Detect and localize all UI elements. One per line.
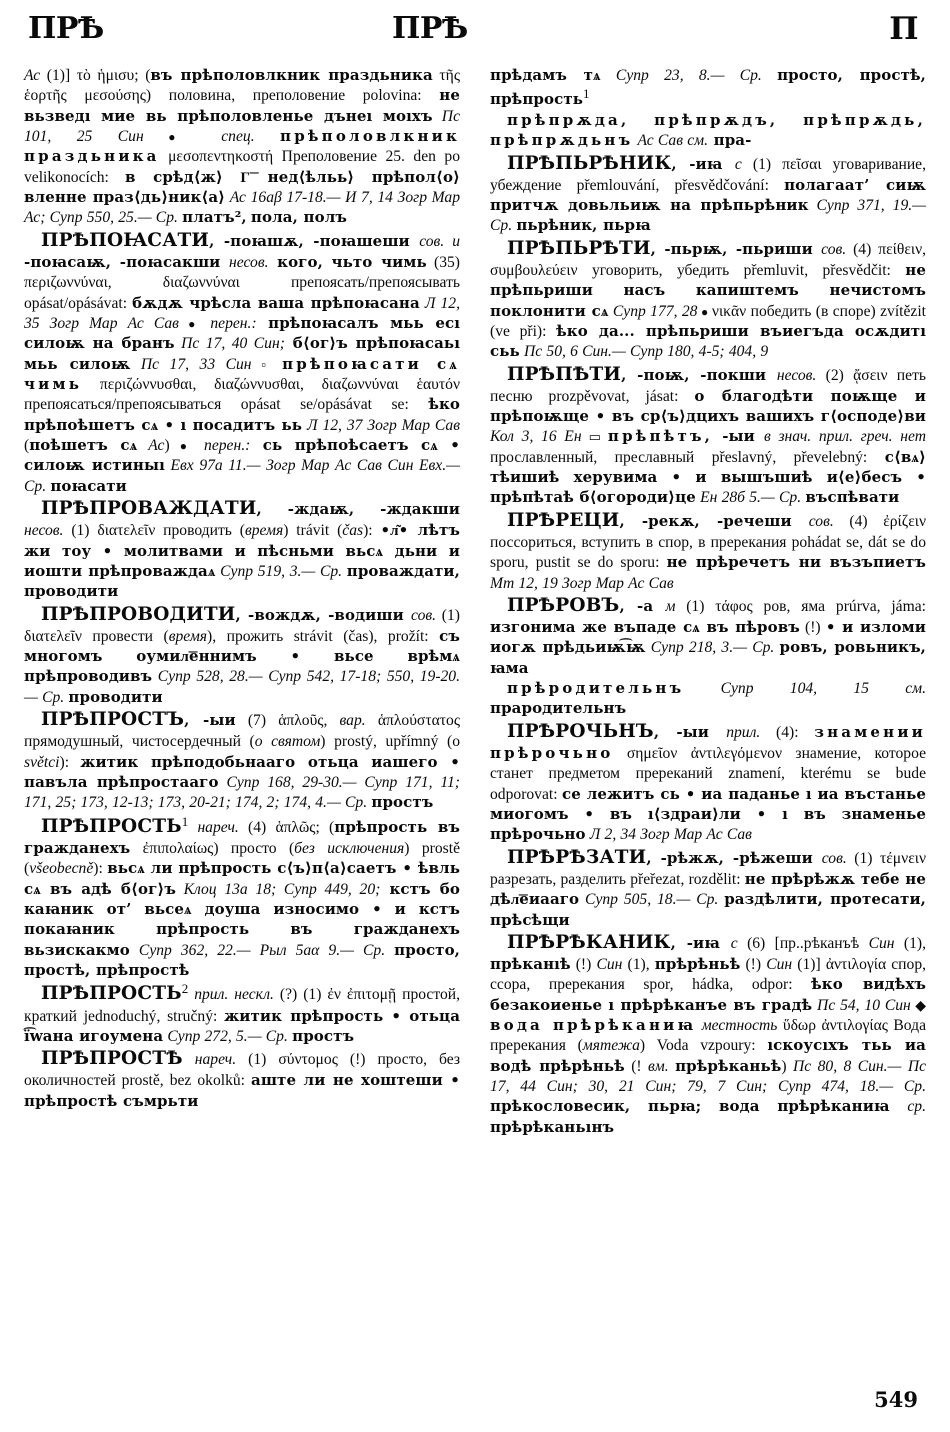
gloss-text: (1) — [236, 1051, 279, 1069]
ocs-quotation: не прѣпьриши насъ капиштемъ нечистомъ поклонити сѧ — [490, 260, 926, 320]
right-column — [490, 66, 926, 1138]
source-citation: Супр 505, 18.— Ср. — [579, 891, 719, 909]
columns-container — [24, 66, 926, 1138]
headword: ПРѢПЬРѢТИ — [507, 237, 651, 259]
headword: ПРѢПРОВОДИТИ — [41, 603, 236, 625]
ocs-quotation: , -а — [619, 596, 666, 615]
source-citation: сов. — [808, 512, 834, 530]
gloss-text: Преполовение 25. den po velikonocích: — [24, 148, 460, 186]
source-citation: Син — [766, 956, 793, 973]
source-citation: Клоц 13а 18; Супр 449, 20; — [175, 880, 381, 898]
entry-preperety — [490, 237, 926, 363]
gloss-text: (1) — [63, 522, 98, 540]
source-citation: Супр 177, 28 — [608, 302, 698, 320]
ocs-quotation: поѣшетъ сѧ — [29, 435, 138, 454]
source-citation: Супр 168, 29-30.— Супр 171, 11; 171, 25; 173, 12-13; 173, 20-21; 174, 2; 174, 4.— Ср. — [24, 773, 461, 812]
source-citation: местность — [696, 1017, 778, 1035]
source-citation: вар. — [327, 712, 378, 730]
homograph-number: 1 — [583, 86, 590, 102]
headword: ПРѢПЬРѢНИК — [507, 152, 672, 174]
gloss-text: ) половина, преполовение polovina: — [145, 87, 440, 105]
ocs-quotation: ѣко видѣхъ безакоиенье ı прѣрѣканъе въ градѣ — [490, 975, 926, 1014]
source-citation: нареч. — [182, 1051, 237, 1069]
gloss-text: простой, краткий jednoduchý, stručný: — [24, 986, 460, 1025]
source-citation: время — [168, 627, 208, 645]
source-citation: Супр 272, 5.— Ср. — [163, 1027, 288, 1045]
headword: ПРѢРОЧЬНЪ — [507, 720, 654, 742]
ocs-quotation: , -иꙗ — [670, 933, 731, 952]
ocs-quotation: кстъ бо каꙗник от’ вьсеѧ доуша износимо • и кстъ покаꙗник прѣпрость въ гражданехъ вьзискакмо — [24, 879, 460, 959]
ocs-quotation: •л͂• лѣтъ жи тоу • молитвами и пѣсньми вьсѧ дьни и иошти прѣпроваждаѧ — [24, 521, 460, 580]
source-citation: Мт 12, 19 Зогр Мар Ас Сав — [490, 574, 674, 592]
source-citation: с — [734, 155, 742, 173]
gloss-text: ), прожить strávit (čas), prožít: — [207, 627, 440, 645]
ocs-quotation: въ прѣполовлкник праздьника — [150, 66, 433, 84]
headword: ПРѢРѢКАНИК — [507, 931, 671, 953]
gloss-text: (1)] — [40, 67, 77, 84]
ocs-quotation: не вьзведı мие вь прѣполовленье дънеı моıхъ — [24, 86, 460, 125]
entry-prerovu — [490, 594, 926, 679]
source-citation: прил. — [726, 723, 761, 741]
ocs-quotation: прѣкословесик, пьрꙗ; вода прѣрѣканиꙗ — [490, 1097, 908, 1116]
gloss-text: ): — [363, 522, 381, 540]
ocs-quotation: прѣрѣньѣ — [654, 955, 741, 973]
source-citation: м — [665, 597, 676, 615]
source-citation: Супр 371, 19.— Ср. — [490, 197, 926, 235]
ocs-quotation: ıскоусıхъ тьь иа водѣ прѣрѣньѣ — [490, 1036, 926, 1075]
greek-gloss: νικᾶν — [711, 302, 747, 320]
gloss-text: уговаривание, убеждение přemlouvání, přesvědčování: — [490, 155, 926, 194]
gloss-text: ) prostě ( — [24, 839, 460, 878]
entry-preprezda-crossref — [490, 111, 926, 152]
source-citation: перен.: — [210, 314, 257, 332]
greek-gloss: τάφος — [715, 597, 753, 615]
gloss-text: (2) — [816, 366, 854, 384]
homograph-number: 2 — [181, 981, 189, 997]
greek-gloss: διατελεῖν — [97, 522, 156, 540]
ocs-quotation: прѣканıѣ — [490, 955, 571, 973]
gloss-text: проводить ( — [155, 522, 245, 540]
entry-preproste-continued — [490, 66, 926, 111]
gloss-text: (!) просто, без околичностей prostě, bez okolků: — [24, 1051, 461, 1090]
source-citation: Пс 80, 8 Син.— Пс 17, 44 Син; 30, 21 Син; 79, 7 Син; Супр 474, 18.— Ср. — [490, 1057, 927, 1096]
ocs-quotation: въспѣвати — [805, 488, 900, 507]
gloss-text: препоясать/препоясывать opásat/opásávat: — [24, 274, 460, 312]
source-citation: Пс 54, 10 Син — [812, 996, 911, 1014]
ocs-quotation: кого, чьто чимь — [268, 252, 427, 271]
left-column — [24, 66, 460, 1112]
gloss-text: Вода пререкания ( — [490, 1017, 926, 1055]
entry-preprosti-2 — [24, 981, 460, 1047]
ocs-quotation: в срѣд⟨ж⟩ Г͞ нед⟨ѣльь⟩ прѣпол⟨о⟩вленне праз⟨дь⟩ник⟨а⟩ — [24, 167, 460, 207]
entry-preprosti-1 — [24, 814, 460, 982]
source-citation: о святом — [254, 733, 321, 751]
gloss-text: (!) — [740, 956, 767, 973]
source-citation: Пс 50, 6 Син.— Супр 180, 4-5; 404, 9 — [519, 343, 769, 361]
ocs-quotation: пола, полъ — [250, 208, 348, 227]
source-citation: сов. — [411, 606, 437, 624]
ocs-quotation: вьсѧ ли прѣпрость с⟨ъ⟩п⟨а⟩саетъ • ѣвль сѧ въ адѣ б⟨ог⟩ъ — [24, 859, 460, 898]
source-citation: Ас 16аβ 17-18.— И 7, 14 Зогр Мар Ас; Супр 550, 25.— Ср. — [24, 189, 460, 227]
source-citation: нареч. — [188, 818, 239, 836]
spaced-subheadword: прѣполовлкник праздьника — [24, 127, 460, 166]
ocs-quotation: ровъ, ровьникъ, ꙗма — [490, 638, 926, 677]
source-citation: несов. — [24, 522, 64, 540]
headword: ПРѢПРОСТЬ — [41, 815, 182, 837]
source-citation: несов. — [776, 366, 817, 384]
gloss-text: ) Voda vzpoury: — [639, 1037, 768, 1055]
ocs-quotation: прародительнъ — [490, 699, 627, 718]
source-citation: Пс 101, 25 Син — [24, 107, 460, 146]
ocs-quotation: прѣдамъ тѧ — [490, 66, 601, 84]
source-citation: в знач. прил. греч. нет — [764, 428, 926, 446]
source-citation: čas — [342, 522, 364, 540]
greek-gloss: ἐν ἐπιτομῇ — [327, 986, 397, 1004]
headword: ПРѢПРОСТЬ — [41, 983, 182, 1005]
greek-gloss: σημεῖον ἀντιλεγόμενον — [626, 744, 783, 762]
source-citation: Пс 17, 40 Син; — [174, 335, 285, 353]
greek-gloss: ἀντιλογία — [825, 956, 887, 973]
ocs-quotation: , -ыи — [184, 711, 236, 730]
source-citation: Ас — [24, 67, 41, 84]
running-head-letter: П — [889, 11, 918, 47]
gloss-text: ( — [24, 436, 30, 454]
greek-gloss: ἁπλῶς — [275, 818, 316, 836]
gloss-text: (?) (1) — [273, 986, 328, 1004]
gloss-text: ; ( — [315, 818, 335, 836]
gloss-text: петь песню prozpěvovat, jásat: — [490, 366, 926, 405]
homograph-number: 1 — [181, 813, 189, 829]
gloss-text: ров, яма prúrva, jáma: — [752, 597, 926, 615]
source-citation: Супр 218, 3.— Ср. — [645, 639, 775, 657]
ocs-quotation: , -пьрѭ, -пьриши — [650, 239, 822, 258]
ocs-quotation: , -иꙗ — [671, 154, 735, 173]
greek-gloss: τῆς ἑορτῆς μεσούσης — [24, 67, 461, 105]
sense-bullet: ● — [697, 304, 712, 319]
source-citation: Евх 97а 11.— Зогр Мар Ас Сав Син Евх.— Ср. — [24, 457, 460, 495]
ocs-quotation: сь прѣпоѣсаетъ сѧ • силоѭ истиныı — [24, 435, 460, 475]
ocs-quotation: о благодѣти поѭще и прѣпоѭще • въ ср⟨ъ⟩дцихъ вашихъ г⟨осподе⟩ви — [490, 386, 926, 426]
gloss-text: ): — [93, 860, 108, 878]
greek-gloss: πείθειν, συμβουλεύειν — [490, 240, 927, 279]
entry-prereshti — [490, 509, 926, 594]
greek-gloss: ἐρίζειν — [883, 512, 926, 530]
source-citation: спец. — [221, 128, 255, 146]
ocs-quotation: прѣрѣканьıнъ — [490, 1117, 615, 1136]
greek-gloss: ἁπλοῦς, — [278, 712, 328, 730]
gloss-text: (4): — [760, 723, 815, 741]
ocs-quotation: просто, простѣ, прѣпрость — [490, 66, 926, 109]
sense-bullet: ● — [143, 130, 222, 145]
gloss-text: (!) — [799, 619, 826, 637]
entry-prepety — [490, 363, 926, 509]
entry-prerochinu — [490, 720, 926, 846]
source-citation: Супр 528, 28.— Супр 542, 17-18; 550, 19-20.— Ср. — [24, 668, 460, 706]
running-head-center: ПРѢ — [392, 11, 468, 46]
headword: ПРѢПРОСТѢ — [41, 1048, 183, 1070]
running-head-left: ПРѢ — [28, 11, 104, 46]
spaced-subheadword: прѣпоꙗсати сѧ чимь — [24, 354, 460, 393]
ocs-quotation: с⟨вѧ⟩тѣишиѣ херувима • и вышъшиѣ и⟨е⟩бесъ • прѣпѣтаѣ б⟨огороди⟩це — [490, 447, 926, 507]
gloss-text: знамение, которое станет предметом пререканий znamení, kterému se bude odporovat: — [490, 744, 926, 803]
entry-prepojasati — [24, 229, 460, 497]
headword: ПРѢПРОВАЖДАТИ — [41, 498, 257, 520]
source-citation: Ас — [137, 436, 165, 454]
ocs-quotation: простъ — [292, 1026, 355, 1045]
headword: ПРѢПОꙖСАТИ — [41, 229, 210, 251]
source-citation: Син — [596, 956, 623, 973]
ocs-quotation: ѣко прѣпоѣшетъ сѧ • ı посадитъ ьь — [24, 395, 460, 434]
gloss-text — [385, 942, 394, 959]
source-citation: Пс 17, 33 Син — [130, 355, 252, 373]
ocs-quotation: пра- — [707, 131, 752, 150]
source-citation: světci — [24, 753, 60, 771]
gloss-text: прославленный, преславный přeslavný, převelebný: — [490, 448, 885, 466]
greek-gloss: ᾄσειν — [853, 366, 888, 384]
greek-gloss: ἁπλούστατος — [377, 712, 461, 730]
page-number: 549 — [874, 1387, 918, 1412]
gloss-text: (1)] — [792, 956, 826, 973]
sense-square: ▫ — [251, 356, 283, 372]
greek-gloss: περιζωννύναι, διαζωννύναι — [24, 274, 240, 292]
source-citation: Кол 3, 16 Ен — [490, 428, 582, 446]
ocs-quotation: проваждати, проводити — [24, 561, 460, 601]
gloss-text — [82, 376, 100, 393]
gloss-text: победить (в споре) zvítězit (ve při): — [490, 302, 926, 340]
gloss-text: поссориться, вступить в спор, в пререкания pohádat se, dát se do sporu, pustit se do sporu: — [490, 533, 926, 572]
source-citation: Ен 28б 5.— Ср. — [695, 489, 802, 507]
entry-prepolovlenije-continued — [24, 66, 460, 229]
gloss-text: препоясаться/препоясываться opásat se/opásávat se: — [24, 396, 429, 414]
gloss-text: ) prostý, upřímný (o — [320, 733, 460, 751]
ocs-quotation: аште ли не хоштеши • прѣпростѣ съмрьти — [24, 1071, 460, 1110]
gloss-text: (1) — [741, 155, 783, 173]
ocs-quotation: бѫдѫ чрѣсла ваша прѣпоꙗсана — [132, 293, 420, 312]
ocs-quotation: , -поѭ, -покши — [621, 365, 777, 384]
entry-preprovoditi — [24, 603, 460, 709]
gloss-text: (1) — [436, 606, 460, 624]
ocs-quotation: платъ², — [182, 208, 247, 227]
greek-gloss: ἐπιπολαίως — [142, 839, 214, 857]
headword: ПРѢРЕЦИ — [507, 509, 620, 531]
gloss-text: (4) — [238, 818, 276, 836]
source-citation: прил. нескл. — [188, 986, 274, 1004]
source-citation: сов. — [821, 240, 847, 258]
greek-gloss: περιζώννυσθαι, διαζώννυσθαι, διαζωννύναι ἑαυτόν — [99, 375, 460, 393]
source-citation: несов. — [229, 253, 269, 271]
source-citation: без исключения — [294, 839, 405, 857]
ocs-quotation: , -ыи — [653, 722, 727, 741]
greek-gloss: πεῖσαι — [782, 155, 822, 173]
gloss-text: ) — [781, 1057, 793, 1075]
gloss-text: (1), — [622, 956, 655, 973]
ocs-quotation: -поꙗсаѭ, -поꙗсакши — [24, 252, 230, 271]
source-citation: Л 2, 34 Зогр Мар Ас Сав — [585, 826, 752, 844]
ocs-quotation: житик прѣпрость • отьца ї͡wана игоумена — [24, 1006, 461, 1045]
ocs-quotation: прѣрѣканьѣ — [675, 1056, 782, 1075]
ocs-quotation: б⟨ог⟩ъ прѣпоꙗсаьı мьь силоѭ — [24, 334, 460, 373]
ocs-quotation: ѣко да... прѣпьриши въиегъда осѫдитı сьь — [490, 321, 926, 361]
entry-preproste — [24, 1047, 460, 1112]
sense-bullet: ● — [169, 438, 205, 453]
gloss-text: (4) — [846, 240, 879, 258]
ocs-quotation: проводити — [68, 687, 163, 706]
spaced-subheadword: знамении прѣрочьно — [490, 722, 927, 762]
gloss-text: (1), — [894, 934, 926, 952]
source-citation: Супр 23, 8.— Ср. — [600, 67, 762, 84]
gloss-text: (6) [пр..рѣканъѣ — [737, 934, 869, 952]
greek-gloss: ὕδωρ ἀντιλογίας — [782, 1017, 888, 1035]
ocs-quotation: не прѣречетъ ни възъпиетъ — [666, 553, 926, 572]
source-citation: вм. — [648, 1057, 669, 1075]
ocs-quotation: раздѣлити, протесати, прѣсѣщи — [490, 890, 926, 929]
source-citation: Л 12, 37 Зогр Мар Сав — [302, 416, 460, 434]
source-citation: перен.: — [204, 436, 251, 454]
entry-preprostu — [24, 708, 460, 814]
gloss-text: (1) — [846, 849, 880, 867]
spaced-subheadword: вода прѣрѣканиꙗ — [490, 1016, 697, 1035]
sense-bullet: ● — [178, 316, 211, 331]
gloss-text — [130, 840, 142, 857]
source-citation: Син — [868, 934, 895, 952]
gloss-text: (! — [624, 1057, 649, 1075]
gloss-text — [160, 148, 168, 165]
headword: ПРѢРѢЗАТИ — [507, 846, 647, 868]
ocs-quotation: полагаат’ сиѭ притчѫ довьльиѭ на прѣпьрѣник — [490, 175, 927, 215]
source-citation: všeobecně — [29, 860, 94, 878]
gloss-text: ) — [164, 436, 170, 454]
entry-preperenije — [490, 152, 926, 237]
gloss-text: уговорить, убедить přemluvit, přesvědčit: — [577, 261, 906, 279]
source-citation: время — [244, 522, 284, 540]
gloss-text: разрезать, разделить přeřezat, rozdělit: — [490, 870, 745, 888]
ocs-quotation: прѣпоꙗсалъ мьь есı силоѭ на бранъ — [24, 313, 460, 353]
ocs-quotation: , -рѣжѫ, -рѣжеши — [646, 848, 822, 867]
gloss-text: ): — [59, 753, 81, 771]
source-citation: Супр 362, 22.— Рыл 5аα 9.— Ср. — [129, 941, 386, 959]
gloss-text: ; ( — [134, 67, 151, 84]
gloss-text: (1) — [675, 597, 716, 615]
ocs-quotation: житик прѣподобьнааго отьца иашего • павъла прѣпростааго — [24, 752, 460, 791]
source-citation: Ас Сав см. — [633, 132, 708, 150]
greek-gloss: τέμνειν — [879, 849, 926, 867]
entry-prerezati — [490, 846, 926, 931]
headword: ПРѢПѢТИ — [507, 363, 622, 385]
ocs-quotation: съ многомъ оумил͞еннимъ • вьсе врѣмѧ прѣпроводивъ — [24, 626, 460, 686]
source-citation: ср. — [907, 1098, 926, 1116]
source-citation: сов. и — [419, 232, 461, 250]
spaced-subheadword: прѣродительнъ — [507, 679, 685, 698]
ocs-quotation: простъ — [371, 793, 434, 812]
ocs-quotation: • и изломи иогѫ прѣдьиѭ͡ѭ — [490, 618, 927, 657]
ocs-quotation: прѣпрость въ гражданехъ — [24, 817, 460, 857]
greek-gloss: σύντομος — [278, 1051, 338, 1069]
sense-diamond: ◆ — [910, 998, 927, 1014]
sense-square: ▭ — [581, 429, 608, 445]
spaced-subheadword: прѣпѣтъ, — [607, 427, 714, 446]
ocs-quotation: се лежитъ сь • иа паданье ı иа въстанье миогомъ • въ ı⟨здраи⟩ли • ı въ знаменье прѣрочьно — [490, 784, 926, 844]
greek-gloss: τὸ ἡμισυ — [76, 67, 135, 84]
ocs-quotation: -ыи — [713, 427, 764, 446]
ocs-quotation: , -ждаѭ, -ждакши — [256, 500, 460, 519]
source-citation: Л 12, 35 Зогр Мар Ас Сав — [24, 294, 460, 332]
running-head — [24, 11, 926, 60]
gloss-text: прямодушный, чистосердечный ( — [24, 733, 255, 751]
greek-gloss: διατελεῖν — [24, 627, 82, 645]
gloss-text: (7) — [235, 712, 279, 730]
gloss-text: ) просто ( — [213, 839, 295, 857]
ocs-quotation: просто, простѣ, прѣпростѣ — [24, 940, 460, 979]
gloss-text — [762, 67, 777, 84]
headword: ПРѢРОВЪ — [507, 594, 620, 616]
ocs-quotation: не прѣрѣжѫ тебе не дѣл͞еиааго — [490, 869, 926, 909]
ocs-quotation: поꙗсати — [50, 476, 127, 495]
gloss-text — [613, 745, 626, 762]
entry-preroditelnu-crossref — [490, 679, 926, 720]
entry-prepovazdati — [24, 497, 460, 603]
ocs-quotation: , -рекѫ, -речеши — [619, 511, 809, 530]
gloss-text: спор, ссора, пререкания spor, hádka, odpor: — [490, 956, 927, 994]
source-citation: мятежа — [582, 1037, 640, 1055]
gloss-text: провести ( — [81, 627, 169, 645]
source-citation: Супр 104, 15 см. — [684, 680, 926, 698]
gloss-text: (!) — [570, 956, 597, 973]
headword: ПРѢПРОСТЪ — [41, 709, 185, 731]
gloss-text: (4) — [833, 512, 884, 530]
entry-prerekanije — [490, 931, 926, 1138]
gloss-text: ) trávit ( — [283, 522, 343, 540]
greek-gloss: μεσοπεντηκοστή — [168, 148, 274, 166]
gloss-text: (35) — [426, 253, 460, 271]
source-citation: сов. — [821, 849, 847, 867]
ocs-quotation: , -вождѫ, -водиши — [235, 605, 412, 624]
spaced-subheadword: прѣпрѫда, прѣпрѫдъ, прѣпрѫдь, прѣпрѫдьнъ — [490, 110, 926, 150]
ocs-quotation: пьрѣник, пьрꙗ — [516, 216, 651, 235]
source-citation: с — [730, 934, 738, 952]
source-citation: Супр 519, 3.— Ср. — [215, 562, 343, 580]
ocs-quotation: , -поꙗшѫ, -поꙗшеши — [209, 231, 420, 250]
gloss-text — [255, 128, 280, 145]
ocs-quotation: изгонима же въпаде сѧ въ пѣровъ — [490, 618, 800, 637]
